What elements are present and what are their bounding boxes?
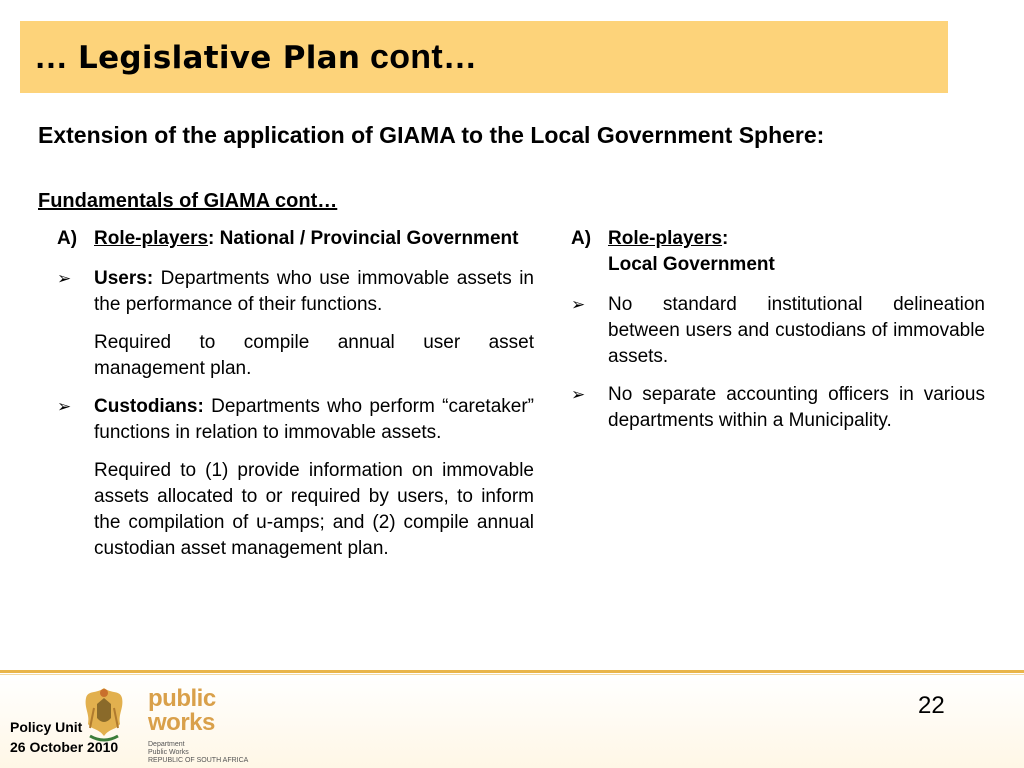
right-bullet-1-text: No standard institutional delineation between users and custodians of immovable assets. xyxy=(608,294,985,367)
title-main: Legislative Plan xyxy=(78,39,361,76)
right-role-sub: Local Government xyxy=(608,254,775,275)
subheading: Fundamentals of GIAMA cont… xyxy=(38,190,338,212)
custodians-item xyxy=(57,394,534,446)
subtitle: Extension of the application of GIAMA to the Local Government Sphere: xyxy=(38,122,825,148)
arrow-bullet-icon: ➢ xyxy=(571,295,586,314)
right-role-label: Role-players xyxy=(608,228,723,249)
right-column xyxy=(571,226,985,446)
slide-title xyxy=(34,38,477,77)
right-role-colon: : xyxy=(722,228,729,249)
policy-unit: Policy Unit xyxy=(10,719,83,735)
arrow-bullet-icon: ➢ xyxy=(57,397,72,416)
custodians-text: Departments who perform “caretaker” functions in relation to immovable assets. xyxy=(94,396,534,443)
logo-sub-1: Department xyxy=(148,741,185,748)
users-note: Required to compile annual user asset management plan. xyxy=(94,332,534,379)
right-marker: A) xyxy=(571,228,592,249)
footer-divider-thin xyxy=(0,674,1024,675)
left-role-label: Role-players xyxy=(94,228,209,249)
right-bullet-2-text: No separate accounting officers in various departments within a Municipality. xyxy=(608,384,985,431)
logo-sub-3: REPUBLIC OF SOUTH AFRICA xyxy=(148,757,249,764)
title-bar xyxy=(20,21,948,93)
right-role-heading xyxy=(571,226,985,278)
title-prefix: … xyxy=(34,37,79,76)
right-bullet-1 xyxy=(571,292,985,370)
right-bullet-2 xyxy=(571,382,985,434)
custodians-label: Custodians: xyxy=(94,396,204,417)
arrow-bullet-icon: ➢ xyxy=(57,269,72,288)
footer-date: 26 October 2010 xyxy=(10,739,119,755)
arrow-bullet-icon: ➢ xyxy=(571,385,586,404)
left-marker: A) xyxy=(57,228,78,249)
left-role-heading xyxy=(57,226,534,252)
footer-info xyxy=(10,717,118,757)
logo-sub-2: Public Works xyxy=(148,749,189,756)
users-item xyxy=(57,266,534,318)
users-label: Users: xyxy=(94,268,154,289)
custodians-note: Required to (1) provide information on immovable assets allocated to or required by users, to inform the compilation of u-amps; and (2) compile annual custodian asset management plan. xyxy=(94,460,534,559)
footer-divider xyxy=(0,670,1024,673)
left-column xyxy=(57,226,534,574)
page-number: 22 xyxy=(918,692,945,719)
logo-name: public works xyxy=(148,685,216,736)
public-works-logo xyxy=(148,685,283,764)
title-suffix: cont… xyxy=(360,37,478,76)
users-text: Departments who use immovable assets in the performance of their functions. xyxy=(94,268,534,315)
left-role-rest: : National / Provincial Government xyxy=(208,228,519,249)
